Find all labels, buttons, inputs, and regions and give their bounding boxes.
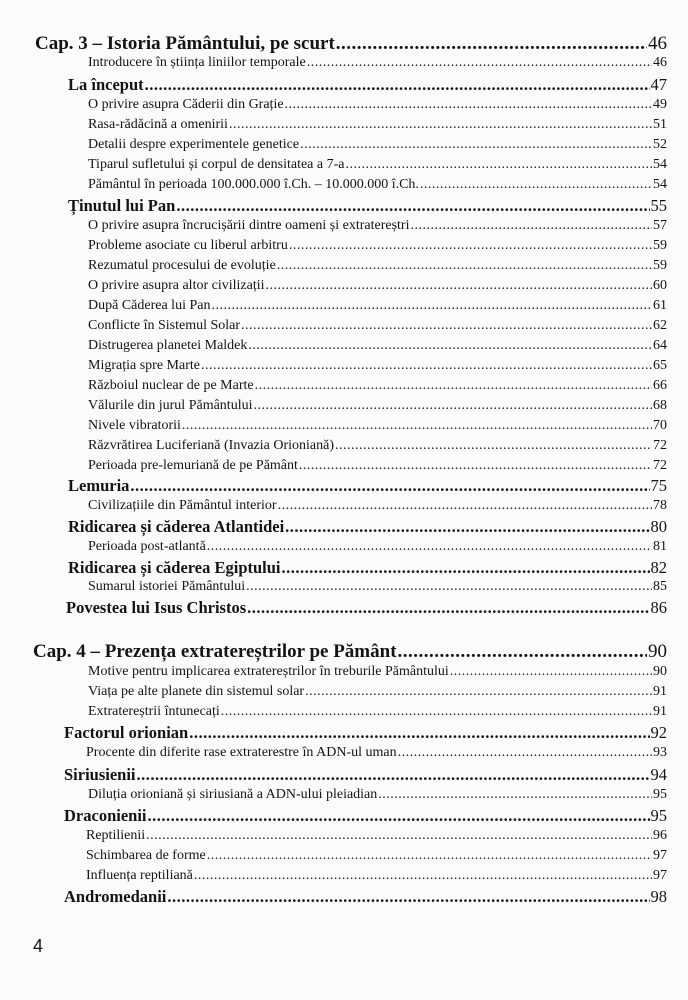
- dot-leader: [189, 723, 649, 743]
- toc-entry-sub: [86, 828, 667, 844]
- toc-entry-page: 72: [653, 438, 667, 453]
- dot-leader: [420, 177, 652, 193]
- toc-entry-sub: [88, 539, 667, 555]
- toc-entry-page: 46: [648, 33, 667, 54]
- dot-leader: [398, 745, 652, 761]
- toc-entry-sub: [88, 498, 667, 514]
- toc-entry-sub: [88, 157, 667, 173]
- toc-entry-sub: [88, 218, 667, 234]
- toc-entry-sub: [88, 684, 667, 700]
- toc-entry-page: 70: [653, 418, 667, 433]
- toc-entry-page: 90: [648, 641, 667, 662]
- dot-leader: [201, 358, 652, 374]
- toc-entry-page: 60: [653, 278, 667, 293]
- toc-entry-page: 85: [653, 579, 667, 594]
- toc-entry-title: Factorul orionian: [64, 723, 189, 742]
- toc-entry-title: La început: [68, 75, 144, 94]
- dot-leader: [255, 378, 652, 394]
- toc-entry-title: Reptilienii: [86, 828, 146, 843]
- toc-entry-page: 57: [653, 218, 667, 233]
- toc-entry-page: 62: [653, 318, 667, 333]
- toc-entry-page: 54: [653, 157, 667, 172]
- toc-entry-page: 66: [653, 378, 667, 393]
- dot-leader: [335, 438, 652, 454]
- dot-leader: [229, 117, 652, 133]
- toc-entry-sub: [88, 177, 667, 193]
- toc-entry-title: Ridicarea și căderea Egiptului: [68, 558, 281, 577]
- toc-entry-page: 97: [653, 848, 667, 863]
- toc-entry-page: 86: [650, 598, 667, 617]
- toc-entry-title: Sumarul istoriei Pământului: [88, 579, 246, 594]
- toc-entry-sub: [86, 848, 667, 864]
- dot-leader: [336, 33, 647, 55]
- toc-entry-title: Perioada post-atlantă: [88, 539, 206, 554]
- toc-entry-title: Tiparul sufletului și corpul de densitatea a 7-a: [88, 157, 345, 172]
- toc-entry-page: 96: [653, 828, 667, 843]
- toc-entry-title: Perioada pre-lemuriană de pe Pământ: [88, 458, 298, 473]
- toc-entry-title: După Căderea lui Pan: [88, 298, 211, 313]
- toc-entry-sub: [88, 238, 667, 254]
- dot-leader: [207, 539, 652, 555]
- toc-entry-sub: [88, 664, 667, 680]
- toc-entry-sub: [88, 97, 667, 113]
- toc-entry-title: O privire asupra altor civilizații: [88, 278, 265, 293]
- dot-leader: [248, 338, 652, 354]
- toc-entry-title: Andromedanii: [64, 887, 167, 906]
- dot-leader: [137, 765, 650, 785]
- toc-entry-sub: [88, 458, 667, 474]
- toc-entry-title: Povestea lui Isus Christos: [66, 598, 247, 617]
- dot-leader: [148, 806, 650, 826]
- dot-leader: [167, 887, 649, 907]
- dot-leader: [345, 157, 652, 173]
- toc-entry-sub: [88, 378, 667, 394]
- dot-leader: [282, 558, 650, 578]
- toc-entry-section: [68, 558, 667, 578]
- toc-entry-page: 65: [653, 358, 667, 373]
- dot-leader: [305, 684, 652, 700]
- toc-entry-page: 81: [653, 539, 667, 554]
- toc-entry-page: 95: [650, 806, 667, 825]
- toc-entry-page: 82: [650, 558, 667, 577]
- dot-leader: [145, 75, 650, 95]
- dot-leader: [247, 598, 649, 618]
- toc-entry-title: Ținutul lui Pan: [68, 196, 176, 215]
- toc-entry-page: 46: [653, 55, 667, 70]
- toc-entry-page: 55: [650, 196, 667, 215]
- dot-leader: [182, 418, 652, 434]
- toc-entry-page: 95: [653, 787, 667, 802]
- page-number: 4: [33, 936, 44, 956]
- toc-entry-page: 80: [650, 517, 667, 536]
- toc-entry-title: Procente din diferite rase extraterestre în ADN-ul uman: [86, 745, 397, 760]
- toc-entry-page: 72: [653, 458, 667, 473]
- toc-entry-title: Ridicarea și căderea Atlantidei: [68, 517, 285, 536]
- toc-entry-title: Migrația spre Marte: [88, 358, 200, 373]
- toc-entry-title: Războiul nuclear de pe Marte: [88, 378, 254, 393]
- toc-entry-page: 47: [650, 75, 667, 94]
- toc-entry-sub: [88, 55, 667, 71]
- toc-entry-title: Diluția orioniană și siriusiană a ADN-ului pleiadian: [88, 787, 378, 802]
- toc-entry-page: 78: [653, 498, 667, 513]
- toc-entry-title: O privire asupra Căderii din Grație: [88, 97, 284, 112]
- toc-entry-page: 61: [653, 298, 667, 313]
- toc-entry-section: [64, 765, 667, 785]
- dot-leader: [450, 664, 652, 680]
- toc-entry-section: [68, 476, 667, 496]
- toc-entry-title: Motive pentru implicarea extratereștrilor în treburile Pământului: [88, 664, 449, 679]
- toc-entry-title: Siriusienii: [64, 765, 136, 784]
- toc-entry-sub: [88, 137, 667, 153]
- dot-leader: [176, 196, 649, 216]
- toc-entry-section: [68, 75, 667, 95]
- toc-entry-page: 75: [650, 476, 667, 495]
- toc-entry-sub: [88, 117, 667, 133]
- toc-entry-page: 64: [653, 338, 667, 353]
- toc-entry-sub: [88, 318, 667, 334]
- toc-entry-page: 93: [653, 745, 667, 760]
- toc-entry-section: [64, 723, 667, 743]
- toc-entry-title: O privire asupra încrucișării dintre oameni și extratereștri: [88, 218, 410, 233]
- toc-entry-title: Răzvrătirea Luciferiană (Invazia Orioniană): [88, 438, 335, 453]
- dot-leader: [246, 579, 652, 595]
- toc-entry-title: Civilizațiile din Pământul interior: [88, 498, 277, 513]
- toc-entry-sub: [88, 418, 667, 434]
- toc-entry-section: [64, 887, 667, 907]
- toc-entry-page: 98: [650, 887, 667, 906]
- toc-entry-sub: [88, 338, 667, 354]
- toc-entry-title: Extratereștrii întunecați: [88, 704, 220, 719]
- toc-entry-chapter: [33, 641, 667, 663]
- toc-entry-sub: [88, 358, 667, 374]
- toc-entry-sub: [88, 258, 667, 274]
- dot-leader: [194, 868, 652, 884]
- dot-leader: [299, 458, 652, 474]
- toc-entry-section: [68, 517, 667, 537]
- toc-entry-sub: [88, 398, 667, 414]
- dot-leader: [285, 97, 652, 113]
- toc-entry-title: Detalii despre experimentele genetice: [88, 137, 300, 152]
- dot-leader: [146, 828, 652, 844]
- dot-leader: [278, 498, 652, 514]
- toc-entry-title: Introducere în știința liniilor temporale: [88, 55, 306, 70]
- toc-entry-section: [68, 196, 667, 216]
- toc-entry-page: 51: [653, 117, 667, 132]
- dot-leader: [307, 55, 652, 71]
- toc-entry-title: Pământul în perioada 100.000.000 î.Ch. – 10.000.000 î.Ch.: [88, 177, 419, 192]
- toc-entry-title: Vălurile din jurul Pământului: [88, 398, 253, 413]
- toc-entry-sub: [88, 278, 667, 294]
- toc-entry-title: Nivele vibratorii: [88, 418, 181, 433]
- toc-entry-title: Cap. 4 – Prezența extratereștrilor pe Pământ: [33, 641, 397, 662]
- dot-leader: [285, 517, 649, 537]
- toc-entry-title: Rezumatul procesului de evoluție: [88, 258, 276, 273]
- toc-entry-page: 91: [653, 704, 667, 719]
- toc-entry-page: 59: [653, 258, 667, 273]
- toc-entry-title: Cap. 3 – Istoria Pământului, pe scurt: [35, 33, 335, 54]
- dot-leader: [398, 641, 647, 663]
- dot-leader: [221, 704, 652, 720]
- toc-entry-chapter: [35, 33, 667, 55]
- toc-entry-title: Lemuria: [68, 476, 130, 495]
- dot-leader: [289, 238, 652, 254]
- toc-entry-page: 49: [653, 97, 667, 112]
- dot-leader: [378, 787, 652, 803]
- toc-entry-section: [66, 598, 667, 618]
- dot-leader: [266, 278, 653, 294]
- toc-entry-page: 54: [653, 177, 667, 192]
- toc-entry-title: Influența reptiliană: [86, 868, 193, 883]
- toc-entry-page: 90: [653, 664, 667, 679]
- dot-leader: [207, 848, 652, 864]
- toc-entry-page: 59: [653, 238, 667, 253]
- dot-leader: [253, 398, 652, 414]
- toc-entry-page: 68: [653, 398, 667, 413]
- toc-entry-title: Conflicte în Sistemul Solar: [88, 318, 241, 333]
- toc-entry-page: 52: [653, 137, 667, 152]
- toc-entry-title: Distrugerea planetei Maldek: [88, 338, 248, 353]
- toc-entry-sub: [88, 438, 667, 454]
- dot-leader: [277, 258, 652, 274]
- toc-entry-title: Schimbarea de forme: [86, 848, 206, 863]
- toc-entry-page: 97: [653, 868, 667, 883]
- dot-leader: [411, 218, 653, 234]
- toc-entry-page: 92: [650, 723, 667, 742]
- toc-entry-sub: [88, 787, 667, 803]
- toc-entry-page: 94: [650, 765, 667, 784]
- dot-leader: [130, 476, 649, 496]
- dot-leader: [241, 318, 652, 334]
- dot-leader: [300, 137, 652, 153]
- toc-entry-sub: [86, 868, 667, 884]
- toc-entry-title: Viața pe alte planete din sistemul solar: [88, 684, 305, 699]
- toc-entry-sub: [86, 745, 667, 761]
- toc-entry-page: 91: [653, 684, 667, 699]
- toc-entry-sub: [88, 704, 667, 720]
- toc-entry-title: Probleme asociate cu liberul arbitru: [88, 238, 288, 253]
- toc-entry-section: [64, 806, 667, 826]
- toc-entry-sub: [88, 298, 667, 314]
- toc-entry-sub: [88, 579, 667, 595]
- dot-leader: [211, 298, 652, 314]
- toc-entry-title: Rasa-rădăcină a omenirii: [88, 117, 228, 132]
- toc-entry-title: Draconienii: [64, 806, 147, 825]
